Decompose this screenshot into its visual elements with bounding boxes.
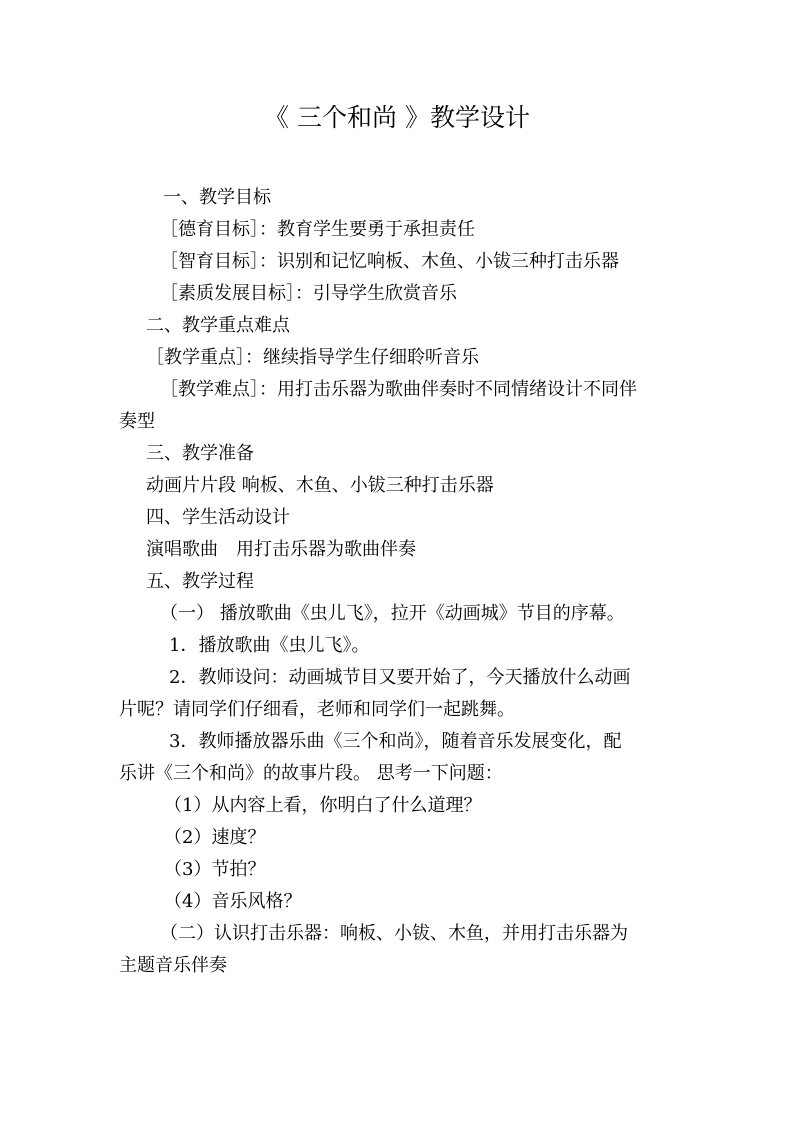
process-step-1-1: 1．播放歌曲《虫儿飞》。 bbox=[169, 635, 370, 656]
objective-intellectual: ［智育目标］：识别和记忆响板、木鱼、小钹三种打击乐器 bbox=[160, 251, 619, 272]
key-point: ［教学重点］：继续指导学生仔细聆听音乐 bbox=[146, 347, 479, 368]
preparation-materials: 动画片片段 响板、木鱼、小钹三种打击乐器 bbox=[146, 475, 494, 496]
process-step-1-3-line-2: 乐讲《三个和尚》的故事片段。 思考一下问题： bbox=[119, 763, 503, 784]
activities-content: 演唱歌曲 用打击乐器为歌曲伴奏 bbox=[146, 539, 416, 560]
difficult-point-line-2: 奏型 bbox=[119, 411, 155, 432]
difficult-point-line-1: ［教学难点］：用打击乐器为歌曲伴奏时不同情绪设计不同伴 bbox=[160, 379, 637, 400]
process-step-1: （一） 播放歌曲《虫儿飞》，拉开《动画城》节目的序幕。 bbox=[160, 603, 625, 624]
process-step-1-2-line-2: 片呢？请同学们仔细看，老师和同学们一起跳舞。 bbox=[119, 699, 515, 720]
objective-quality: ［素质发展目标］：引导学生欣赏音乐 bbox=[160, 283, 457, 304]
section-heading-key-points: 二、教学重点难点 bbox=[146, 315, 290, 336]
document-title: 《 三个和尚 》教学设计 bbox=[264, 103, 530, 132]
process-step-2-line-1: （二）认识打击乐器：响板、小钹、木鱼，并用打击乐器为 bbox=[160, 923, 628, 944]
process-step-2-line-2: 主题音乐伴奏 bbox=[119, 955, 227, 976]
question-2: （2）速度？ bbox=[164, 827, 266, 848]
section-heading-activities: 四、学生活动设计 bbox=[146, 507, 290, 528]
section-heading-preparation: 三、教学准备 bbox=[146, 443, 254, 464]
question-4: （4）音乐风格？ bbox=[164, 891, 302, 912]
process-step-1-2-line-1: 2．教师设问：动画城节目又要开始了，今天播放什么动画 bbox=[169, 667, 631, 688]
section-heading-process: 五、教学过程 bbox=[146, 571, 254, 592]
section-heading-objectives: 一、教学目标 bbox=[163, 187, 271, 208]
question-3: （3）节拍？ bbox=[164, 859, 266, 880]
process-step-1-3-line-1: 3．教师播放器乐曲《三个和尚》，随着音乐发展变化，配 bbox=[169, 731, 622, 752]
question-1: （1）从内容上看，你明白了什么道理？ bbox=[164, 795, 482, 816]
objective-moral: ［德育目标］：教育学生要勇于承担责任 bbox=[160, 219, 475, 240]
